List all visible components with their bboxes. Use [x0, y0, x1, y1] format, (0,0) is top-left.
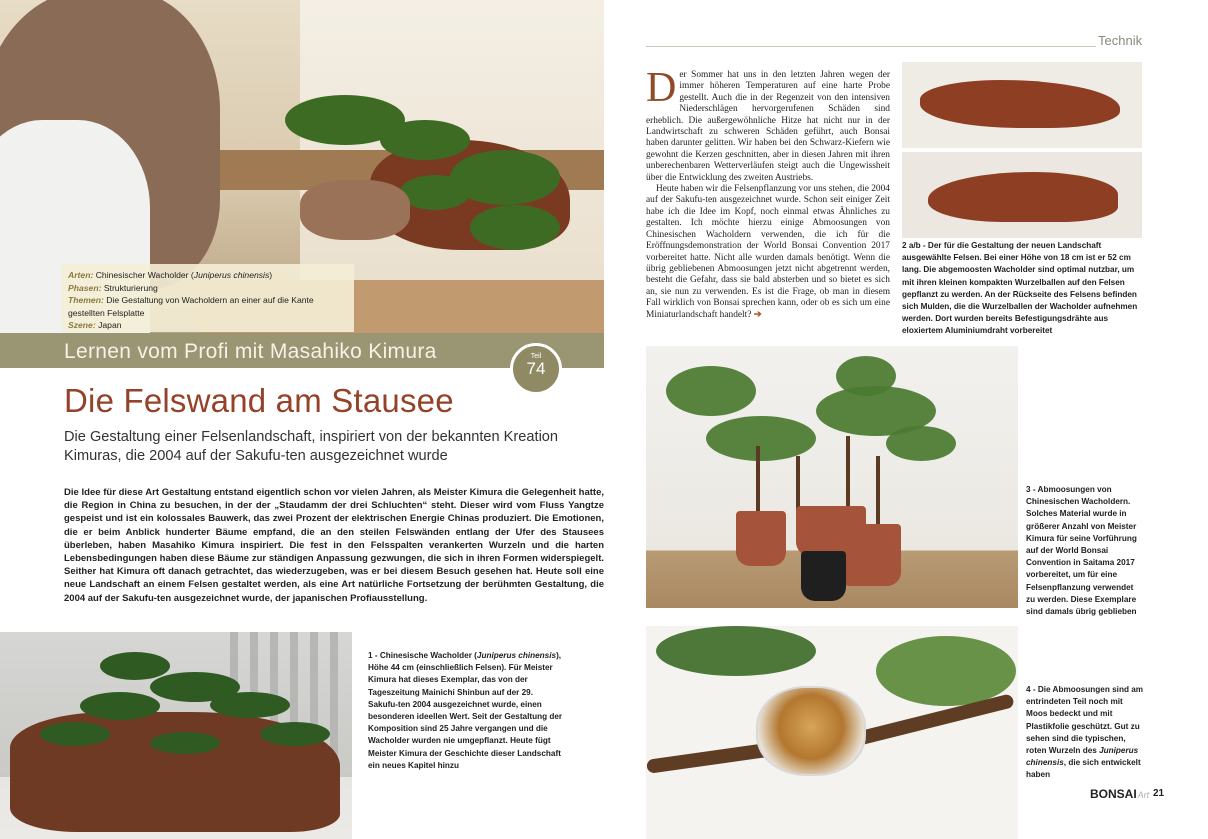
header-rule: [646, 46, 1096, 47]
part-badge-label: Teil: [530, 353, 542, 360]
info-themen: Themen: Die Gestaltung von Wacholdern an einer auf die Kante: [68, 295, 314, 306]
page-number: 21: [1153, 788, 1165, 799]
info-art: Arten: Chinesischer Wacholder (Juniperus chinensis): [68, 270, 273, 280]
photo-fig1-rock-planting: [0, 632, 352, 839]
photo-fig4-air-layer-closeup: [646, 626, 1018, 839]
article-intro: Die Idee für diese Art Gestaltung entstand eigentlich schon vor vielen Jahren, als Meister Kimura die Gelegenheit hatte, die Region in China zu besuchen, in der der „Staudamm der drei Schluchten“ steht. Dieser wird vom Fluss Yangtze gespeist und ist ein kolossales Bauwerk, das zwei Prozent der elektrischen Energie Chinas produziert. Die Emotionen, die er beim Anblick hunderter Bäume empfand, die an den steilen Felswänden entlang der Ufer des Stausees überleben, haben Masahiko Kimura inspiriert. Die fest in den Felsspalten verankerten Wurzeln und die harten Lebensbedingungen haben diese Bäume zur ständigen Anpassung gezwungen, die sich in ihren Formen widerspiegelt. Seither hat Kimura oft danach getrachtet, das wiederzugeben, was er bei diesem Besuch gesehen hat. Heute soll eine neue Landschaft an einem Felsen gestaltet werden, als eine Art natürliche Fortsetzung der berühmten Gestaltung, die 2004 auf der Sakufu-ten ausgezeichnet wurde, der japanischen Profiausstellung.: [64, 487, 604, 604]
article-body: [646, 65, 890, 321]
photo-fig2b-rock: [902, 152, 1142, 238]
drop-cap: D: [646, 65, 677, 111]
info-box: [62, 264, 354, 332]
fig4-caption: 4 - Die Abmoosungen sind am entrindeten Teil noch mit Moos bedeckt und mit Plastikfolie geschützt. Gut zu sehen sind die typischen, roten Wurzeln des Juniperus chinensis, die sich entwickelt haben: [1026, 685, 1144, 780]
article-subtitle: Die Gestaltung einer Felsenlandschaft, inspiriert von der bekannten Kreation Kimuras, die 2004 auf der Sakufu-ten ausgezeichnet wurde: [64, 429, 559, 464]
fig2-caption: 2 a/b - Der für die Gestaltung der neuen Landschaft ausgewählte Felsen. Bei einer Höhe von 18 cm ist er 52 cm lang. Die abgemoosten Wacholder sind optimal nutzbar, um mit ihren kleinen kompakten Wurzelballen auf den Felsen gepflanzt zu werden. An der Rückseite des Felsens befinden sich Mulden, die die Wurzelballen der Wacholder aufnehmen werden. Dort wurden bereits Befestigungsdrähte aus eloxiertem Aluminiumdraht vorbereitet: [902, 241, 1138, 336]
photo-fig3-air-layers: [646, 346, 1018, 608]
body-paragraph-1: er Sommer hat uns in den letzten Jahren wegen der immer höheren Temperaturen auf eine harte Probe gestellt. Auch die in der Regenzeit von den intensiven Niederschlägen hervorgerufenen Schäden sind erheblich. Die außergewöhnliche Hitze hat nicht nur in der Landwirtschaft zu schweren Schäden geführt, auch Bonsai haben darunter gelitten. Wir haben bei den Schwarz-Kiefern wie gewohnt die Kerzen geschnitten, aber in diesen Jahren mit ihren unberechenbaren Wetterverläufen steigt auch die Ungewissheit über die Entwicklung des zweiten Austriebs.: [646, 70, 890, 183]
part-badge-number: 74: [526, 359, 546, 378]
photo-fig2a-rock: [902, 62, 1142, 148]
info-szene: Szene: Japan: [68, 320, 122, 331]
fig3-caption: 3 - Abmoosungen von Chinesischen Wacholdern. Solches Material wurde in größerer Anzahl von Meister Kimura für seine Vorführung auf der World Bonsai Convention in Saitama 2017 vorbereitet, um für eine Felsenpflanzung verwendet zu werden. Diese Exemplare sind damals übrig geblieben: [1026, 485, 1137, 617]
section-label: Technik: [1098, 33, 1143, 48]
fig1-caption: 1 - Chinesische Wacholder (Juniperus chinensis), Höhe 44 cm (einschließlich Felsen). Für Meister Kimura hat dieses Exemplar, das von der Tageszeitung Mainichi Shinbun auf der 29. Sakufu-ten 2004 ausgezeichnet wurde, einen besonderen ideellen Wert. Seit der Gestaltung der Komposition sind 25 Jahre vergangen und die Wacholder wurden nie umgepflanzt. Heute fügt Meister Kimura der Geschichte dieser Landschaft ein neues Kapitel hinzu: [368, 651, 563, 770]
series-title: Lernen vom Profi mit Masahiko Kimura: [64, 340, 437, 363]
info-themen-cont: gestellten Felsplatte: [68, 307, 145, 318]
part-badge: [510, 343, 562, 395]
article-title: Die Felswand am Stausee: [64, 382, 454, 419]
continue-arrow-icon: ➔: [753, 309, 762, 320]
info-phase: Phasen: Strukturierung: [68, 282, 158, 293]
body-paragraph-2: Heute haben wir die Felsenpflanzung vor uns stehen, die 2004 auf der Sakufu-ten ausgezeichnet wurde. Schon seit einiger Zeit habe ich die Idee im Kopf, noch einmal etwas Ähnliches zu gestalten. Ich möchte hierzu einige Abmoosungen von Chinesischen Wacholdern verwenden, die ich für die Eröffnungsdemonstration der World Bonsai Convention 2017 vorbereitet hatte. Nicht alle wurden damals benötigt. Wenn die übrig gebliebenen Abmoosungen jetzt nicht abgetrennt werden, besteht die Gefahr, dass sie bald absterben und so bietet es sich an, sie nun zu verwenden. Es ist die Frage, ob man in diesem Fall wirklich von Bonsai sprechen kann, oder ob es sich um eine Miniaturlandschaft handelt? ➔: [646, 184, 890, 320]
magazine-logo: BONSAIArt: [1090, 787, 1150, 801]
